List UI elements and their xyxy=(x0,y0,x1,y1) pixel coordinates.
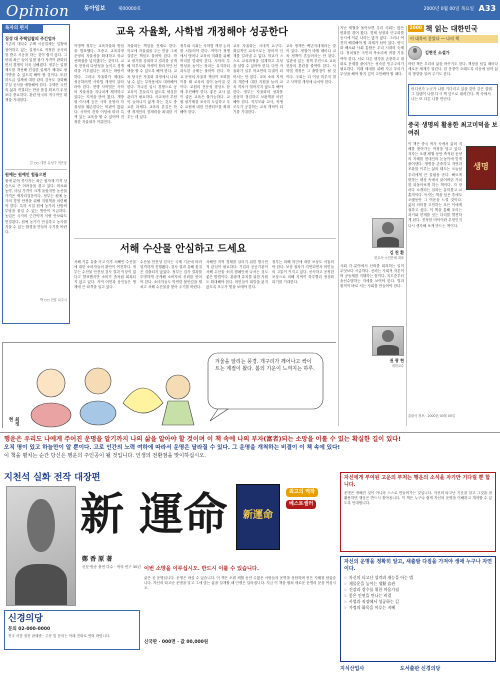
main-editorial-title: 교육 자율화, 사학법 개정해야 성공한다 xyxy=(116,27,288,38)
cartoon-panel xyxy=(2,342,336,428)
book-author-name: 김현진 소설가 xyxy=(425,50,450,56)
ad-author-sub: 신문·방송 출연 다수 · 역학 연구 30년 xyxy=(82,565,141,569)
ad-right-box1-text: 운명은 정해진 것이 아니라 스스로 만들어가는 것입니다. 자신의 타고난 기운을 알고 그것을 잘 활용하면 행운은 반드시 찾아옵니다. 이 책은 누구나 쉽게 자신의 운명을 이해하고 개척할 수 있도록 안내합니다. xyxy=(344,491,492,506)
ad-bottom-text: 삶은 곧 운명입니다. 운명은 바꿀 수 있습니다. 이 책은 오랜 세월 동안 수많은 사람들의 운명을 상담하며 얻은 지혜를 담았습니다. 자신의 타고난 운명을 알고 그에 맞는 삶을 설계할 때 인생은 달라집니다. 지금 이 책을 펼쳐 새로운 운명의 문을 여십시오. xyxy=(144,576,336,591)
ad-author-label: 鄭 香 原 著 xyxy=(82,556,113,563)
column-author2-photo xyxy=(372,326,404,356)
ad-publisher-1: 지식산업사 xyxy=(340,666,365,672)
cartoon-illustration xyxy=(3,343,337,429)
ad-phone: 문의 02-000-0000 xyxy=(8,627,51,633)
issue-date: 2000년 0월 00일 목요일 xyxy=(423,6,474,12)
ad-contact-text: 전국 서점 절찬 판매중 · 주문 및 문의는 아래 전화로 연락 바랍니다. xyxy=(8,634,111,639)
letter2-title: 원예는 원예인 힘들으면 xyxy=(5,172,47,178)
sub-editorial-col-3: 서해안 지역 경제를 살리기 위한 범국민적 관심이 필요하다. 기업과 공공기관이 서해 수산물 소비 캠페인에 나서는 것도 좋은 방법이다. 관광객 유치를 위한 지원도 확대해야 한다. 어민들이 희망을 잃지 않도록 모두가 힘을 보태야 한다. xyxy=(206,260,268,290)
book-section-title: 책 읽는 대한민국 xyxy=(425,24,478,33)
ad-badge-bottom: 베스트셀러 xyxy=(286,500,316,509)
ad-badge-top: 최고의 역작 xyxy=(286,488,318,497)
column-text: 지난 세월을 돌아보면 우리 사회는 많은 변화를 겪어 왔다. 경제 성장과 민주화를 동시에 이룬 나라는 많지 않다. 그러나 여전히 해결해야 할 과제가 남아 있다. 양극화 해소와 사회 통합은 우리 시대의 숙제다. 정치권은 국민의 목소리에 귀를 기울여야 한다. 서로 다른 생각을 존중하고 대화로 문제를 풀어가는 성숙한 민주주의가 필요하다. 미래 세대를 위해 지금 우리가 무엇을 해야 할지 깊이 고민해야 할 때다. xyxy=(340,26,404,76)
ad-company: 신경의당 xyxy=(8,614,43,624)
ad-top-line1: 행운은 우리도 나에게 주어진 운명을 알기까지 나의 삶을 알아야 할 것이며 이 책 속에 나의 부자(富者)되는 소망을 이룰 수 있는 확실한 길이 있다! xyxy=(4,436,401,443)
letter1-text: 기존의 대다수 주택 시공업체는 입찰에 참여하고 있는 실정으로 적정한 공사비를 받고 시공을 하는 것이 쉽지 않다. 그런데 최근 들어 입찰 참가 자격이 완화되면서 경쟁이 더욱 심해졌다. 정부는 입찰 제도를 개선해 건실한 업체가 제대로 평가받을 수 있도록 해야 할 것이다. 또한 하도급 업체에 대한 관리 감독도 강화해 부실 공사를 예방해야 한다. 주택은 국민의 삶과 직결되는 만큼 품질 확보가 무엇보다 중요하다. 관련 당국의 적극적인 대책을 기대한다. xyxy=(5,42,67,103)
book-section-year: 2000 xyxy=(409,25,423,31)
cartoon-speech: 겨울을 알리는 풍경. 개구리가 깨어나고 싹이 트는 계절이 왔다. 봄의 기운이 느껴지는 하루. xyxy=(215,359,315,372)
book-review-text: 이 책은 중국 역사 속에서 삶의 지혜를 찾아가는 여정을 담고 있다. 저자는 오랜 세월 동안 축적된 동양의 지혜를 현대인의 눈높이에 맞게 풀어낸다. 생명을 존중하고 자연과 조화를 이루는 삶의 태도는 오늘날 우리에게 큰 울림을 준다. 빠르게 변하는 세상 속에서 잃어버린 가치를 되돌아보게 하는 책이다. 각 장마다 소개되는 일화는 흥미롭고 교훈적이다. 독자는 책을 덮은 후에도 오랫동안 그 여운을 느낄 것이다. 삶의 의미를 고민하는 모든 이에게 권하고 싶다. 이 책을 통해 우리는 과거와 현재를 잇는 다리를 발견하게 된다. 진정한 미덕이란 무엇인지 다시 생각해 보게 만드는 책이다. xyxy=(408,142,462,228)
letter1-title: 집성 대 주택입찰의 주긴업자 xyxy=(5,36,56,42)
section-title: Opinion xyxy=(6,2,70,20)
ad-right-box2-item: ☞ 재물운을 높이는 생활 습관 xyxy=(344,581,396,586)
book-cover xyxy=(466,146,496,190)
letter1-author: 김 ○○ 대전 유성구 어은동 xyxy=(29,161,67,166)
ad-bottom xyxy=(0,468,500,691)
ad-footer-price: 신국판 · 000면 · 값 00,000원 xyxy=(144,640,209,645)
edition-number: 제00000호 xyxy=(118,6,142,12)
book-intro-text: 어떤 책은 우리의 삶을 바꾸기도 한다. 책장을 넘길 때마다 새로운 세계가 열린다. 한 문장이 오래도록 마음에 남아 삶의 방향을 알려 주기도 한다. xyxy=(408,61,498,77)
ad-book-cover xyxy=(236,484,280,550)
letter2-author: 박 ○○ 전남 나주시 xyxy=(39,297,67,302)
column-text-2: 사회 각 분야에서 신뢰를 회복하는 일이 무엇보다 시급하다. 신뢰는 사회적 자본이며 공동체를 지탱하는 힘이다. 지도층부터 솔선수범하는 자세를 보여야 한다. 법과 원칙이 바로 서는 사회를 만들어야 한다. xyxy=(340,264,404,289)
editorial-col-4: 교육 자율화는 시대적 요구다. 획일적인 교육으로는 창의적 인재를 길러낼 수 없다. 학교가 스스로 교육과정을 설계하고 특성을 살릴 수 있어야 한다. 다만 자율화가 일부 학교만의 특권이 되어서는 안 된다. 교육 소외 지역과 계층에 대한 지원을 늘려 교육 격차가 벌어지지 않도록 해야 한다. 정부는 자율화의 성과를 꼼꼼히 점검하고 보완책을 마련해야 한다. 학부모와 교사, 학생 모두가 공감하는 교육 개혁이 되기를 기대한다. xyxy=(233,44,283,115)
ad-right-box-2 xyxy=(340,556,496,662)
reader-letters-title: 독자의 편지 xyxy=(3,25,43,33)
book-quote: 어디선가 누군가 나를 기다리고 있을 것만 같은 설렘. 그 설렘이 나를 다시 책 앞으로 데려간다. 책 속에서 나는 또 다른 나를 만난다. xyxy=(408,84,498,116)
sub-editorial-col-1: 서해 기름 유출 사고 이후 서해안 수산물에 대한 소비자들의 불안이 여전하다. 정부는 수산물 안전성 검사 결과 이상이 없다고 발표했지만 소비가 좀처럼 회복되지 않고 있다. 지역 어민과 상인들은 생계에 큰 타격을 입고 있다. xyxy=(74,260,136,290)
ad-right-box2-item: ☞ 가정의 화목을 이루는 지혜 xyxy=(344,605,396,610)
column-author-name: 김 천 환 xyxy=(389,250,404,255)
letter2-text: 원예 분야 종사자는 최근 원자재 가격 상승으로 큰 어려움을 겪고 있다. 비료와 농약, 비닐 가격이 크게 올랐지만 농산물 가격은 제자리걸음이다. 정부는 원예 농가의 경영 안정을 위해 지원책을 마련해야 한다. 특히 시설 원예 농가의 난방비 부담을 줄일 수 있는 방안이 시급하다. 농업은 국가의 근간이며 식량 안보와도 연결된다. 원예 농가가 안심하고 농사를 지을 수 있는 환경을 만들어 주기를 바란다. xyxy=(5,178,67,234)
column-author-role: 변호사·시민단체 대표 xyxy=(374,256,404,260)
ad-headline: 지천석 실화 전작 대장편 xyxy=(4,473,101,483)
editorial-col-5: 교육 정책은 백년지대계라는 말이 있다. 정권이 바뀔 때마다 교육 정책이 흔들려서는 안 된다. 일관성 있는 정책 추진으로 교육 현장의 혼란을 줄여야 한다. 사학법 개정은 그 출발점이 될 것이다. 국회는 더 이상 미루지 말고 사학법 개정에 나서야 한다. xyxy=(286,44,336,84)
book-author-photo xyxy=(408,46,422,60)
sub-editorial-col-4: 정부는 피해 어민에 대한 보상도 서둘러야 한다. 보상 절차가 지연되면서 어민들의 고통이 커지고 있다. 신속하고 공정한 보상으로 피해 지역이 하루빨리 정상화되기를 기대한다. xyxy=(272,260,334,285)
cartoon-artist: 최정현 xyxy=(8,417,20,426)
ad-right-box-1 xyxy=(340,472,496,552)
book-footer: 출판사 정보 · 2000년 00월 00일 xyxy=(408,414,455,419)
ad-tagline: 이번 소망을 이루십시오. 반드시 이룰 수 있습니다. xyxy=(144,566,260,572)
book-section xyxy=(408,24,498,428)
ad-company-box xyxy=(4,610,140,650)
ad-right-box2-item: ☞ 좋은 인연을 만나는 비결 xyxy=(344,593,392,598)
column-author2-role: 대학교수 xyxy=(391,364,404,368)
ad-big-title: 新 運命 xyxy=(80,489,228,540)
ad-book-cover-title: 新運命 xyxy=(243,510,273,521)
ad-top-line2: 오직 명이 있고 하늘만이 알 뿐이다. 고로 인간의 노력 여하에 따라서 운명은 달라질 수 있다. 그 운명을 개척하는 비결이 이 책 속에 있다! xyxy=(4,445,341,451)
column-author-photo xyxy=(372,218,404,248)
editorial-col-1: 이명박 정부는 교육자율화 방침을 발표했다. 초중고 교육과정 운영의 자율성을 확대하고 학교 선택권을 넓히겠다는 것이다. 교육 현장의 다양성을 높이고 경쟁력을 키우겠다는 취지는 바람직하다. 그러나 자율화가 제대로 성공하려면 사학법 개정이 뒤따라야 한다. 현행 사학법은 사학의 자율성을 지나치게 제약하고 있다는 지적을 받아 왔다. 개방형 이사제 등은 사학 운영의 자율성을 훼손한다는 비판이 많았다. 사학이 건학 이념에 따라 특색 있는 교육을 할 수 있어야 진정한 자율화가 이뤄진다. xyxy=(74,44,124,125)
editorial-col-3: 정부와 국회는 사학법 개정 논의를 서둘러야 한다. 여야가 정쟁에서 벗어나 교육의 미래를 위해 머리를 맞대야 한다. 사학의 투명성을 높이는 장치는 유지하되 과도한 규제는 풀어야 한다. 학교 운영의 자율과 책임이 조화를 이룰 때 교육의 질이 높아질 것이다. 교원의 전문성 향상도 함께 추진해야 한다. 좋은 교사 없이 좋은 교육은 불가능하다. 교원 평가제를 조속히 도입하고 우수 교원에 대한 인센티브를 확대해야 한다. xyxy=(180,44,230,115)
ad-right-box2-item: ☞ 사업과 직장에서 성공하는 길 xyxy=(344,599,400,604)
ad-publisher-2: 도서출판 신경의당 xyxy=(400,666,441,672)
sub-editorial-title: 서해 수산물 안심하고 드세요 xyxy=(120,244,247,255)
reader-letters xyxy=(2,24,70,324)
sub-editorial-col-2: 수산물 안전성 검사는 국제 기준에 따라 엄격하게 진행됐다. 검사 결과 유해 물질은 검출되지 않았다. 정부는 검사 결과를 투명하게 공개해 소비자의 신뢰를 얻어야 한다. 소비자들도 막연한 불안감을 떨치고 서해 수산물을 찾아 주기를 바란다. xyxy=(140,260,202,290)
ad-right-box2-item: ☞ 건강과 장수를 위한 마음가짐 xyxy=(344,587,400,592)
ad-right-box2-item: ☞ 자신의 타고난 성격과 재능을 아는 법 xyxy=(344,575,414,580)
ad-author-photo xyxy=(6,486,76,606)
ad-right-box1-title: 자신에게 부여된 고운의 부처는 행운의 소식을 자기만 기다릴 뿐 합니다. xyxy=(344,475,491,488)
newspaper-name: 동아일보 xyxy=(84,6,106,12)
book-section-subtitle: 이 대목이 좋았다 — 나의 책 xyxy=(408,35,498,42)
page-number: A33 xyxy=(478,4,496,13)
editorial-col-2: 자율화는 책임을 전제로 한다. 학교에 자율권을 주는 만큼 그에 걸맞은 책임도 물어야 한다. 학교 평가를 강화하고 결과를 공개해 학부모와 학생이 합리적인 선택을 할 수 있도록 해야 한다. 교육 당국은 자율화 과정에서 나타날 수 있는 부작용에도 대비해야 한다. 지나친 입시 경쟁으로 공교육이 흔들리지 않도록 세심한 관리가 필요하다. 사교육비 부담이 늘어나지 않게 하는 것도 중요한 과제다. 교육의 본질은 학생 개개인의 잠재력을 최대한 키우는 데 있다. xyxy=(127,44,177,120)
book-review-title: 중국 생명의 활용한 최고미덕을 보여줘 xyxy=(408,121,498,137)
page-header xyxy=(0,0,500,20)
column-author2-name: 권 광 현 xyxy=(389,358,404,363)
ad-top-banner xyxy=(0,432,500,468)
ad-top-line3: 이 책을 펼치는 순간 당신은 행운의 주인공이 될 것입니다. 인생의 전환점을 맞이하십시오. xyxy=(4,453,206,459)
ad-right-box2-title: 자신의 운명을 정확히 알고, 새출발 다짐을 가져야 생애 누구나 자연이다. xyxy=(344,559,492,572)
book-cover-title: 생명 xyxy=(473,161,489,172)
